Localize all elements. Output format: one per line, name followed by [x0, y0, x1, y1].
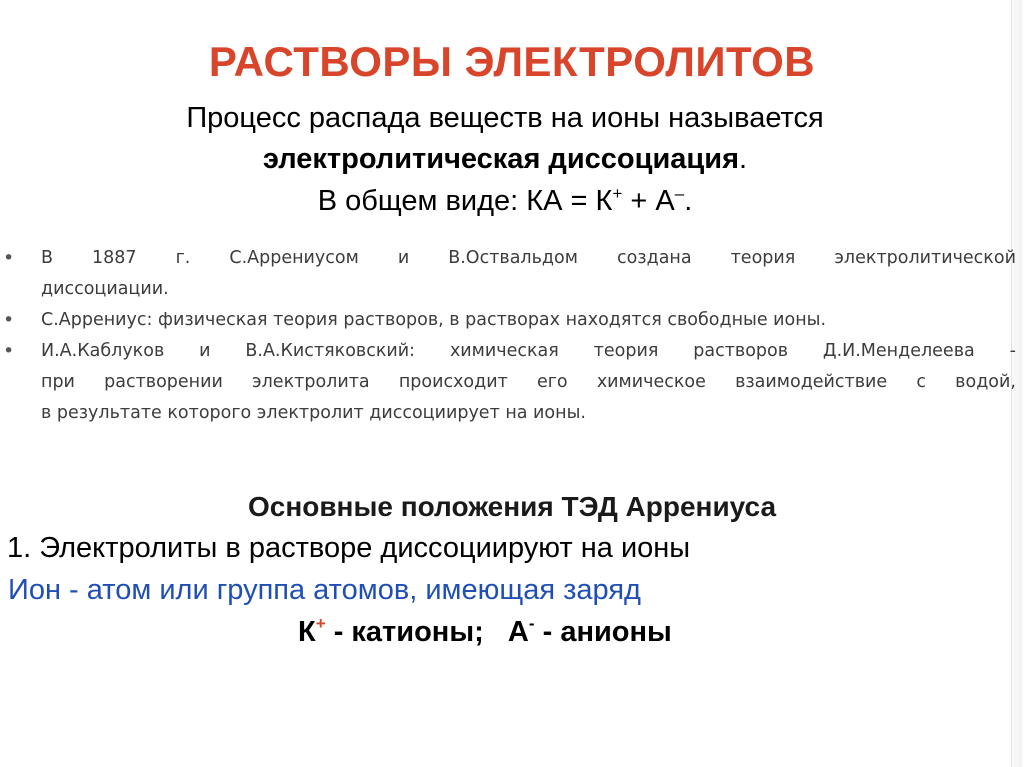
ion-types [298, 616, 672, 649]
bullet-dot-icon: • [3, 309, 15, 331]
word: 1887 [92, 248, 137, 268]
intro-line-2-period: . [739, 143, 748, 175]
formula-anion-charge: – [674, 184, 685, 203]
bullet-1-line-1 [41, 243, 1016, 274]
word: растворении [104, 372, 223, 392]
cation-charge: + [315, 614, 326, 633]
bullet-3-line-3: в результате которого электролит диссоциирует на ионы. [41, 403, 586, 423]
word: растворов [693, 341, 789, 361]
word: Д.И.Менделеева [822, 341, 975, 361]
anion-symbol: А [507, 616, 529, 648]
word: теория [730, 248, 796, 268]
bullet-item-physical-theory [0, 305, 1024, 336]
term-electrolytic-dissociation: электролитическая диссоциация [262, 143, 739, 175]
word: с [916, 372, 926, 392]
anion-label: - анионы [534, 616, 672, 648]
formula-cation-charge: + [612, 184, 623, 203]
formula-period: . [684, 185, 693, 217]
slide-title: РАСТВОРЫ ЭЛЕКТРОЛИТОВ [208, 38, 816, 85]
word: В.Оствальдом [448, 248, 578, 268]
word: создана [616, 248, 692, 268]
anion-charge: - [528, 614, 535, 633]
word: и [397, 248, 410, 268]
bullet-3-line-1 [41, 336, 1016, 367]
word: В [41, 248, 54, 268]
word: и [199, 341, 211, 361]
intro-line-1: Процесс распада веществ на ионы называется [186, 102, 824, 134]
word: В.А.Кистяковский: [245, 341, 416, 361]
word: - [1009, 341, 1016, 361]
word: химическая [449, 341, 559, 361]
word: И.А.Каблуков [41, 341, 165, 361]
formula-part-2: + А [622, 185, 675, 217]
intro-line-2 [60, 143, 950, 176]
section-heading: Основные положения ТЭД Аррениуса [247, 491, 777, 522]
word: электролитической [834, 248, 1016, 268]
general-formula [60, 185, 950, 218]
word: при [41, 372, 75, 392]
word: С.Аррениусом [229, 248, 359, 268]
ion-definition: Ион - атом или группа атомов, имеющая заряд [8, 574, 641, 606]
word: химическое [596, 372, 706, 392]
bullet-2-line-1: С.Аррениус: физическая теория растворов, в растворах находятся свободные ионы. [41, 310, 827, 330]
bullet-3-line-2 [41, 367, 1016, 398]
bullet-1-line-2: диссоциации. [41, 279, 169, 299]
cation-symbol: К [298, 616, 316, 648]
word: происходит [398, 372, 508, 392]
word: теория [593, 341, 659, 361]
formula-part-1: В общем виде: КА = К [317, 185, 613, 217]
bullet-item-arrhenius-ostwald [0, 243, 1024, 305]
cation-label: - катионы; [325, 616, 508, 648]
history-bullet-list [0, 243, 1024, 429]
word: его [536, 372, 568, 392]
tenet-1: 1. Электролиты в растворе диссоциируют на ионы [7, 532, 691, 564]
word: г. [175, 248, 191, 268]
word: электролита [252, 372, 370, 392]
bullet-dot-icon: • [3, 340, 15, 362]
word: взаимодействие [735, 372, 888, 392]
bullet-item-chemical-theory [0, 336, 1024, 429]
word: водой, [955, 372, 1016, 392]
bullet-dot-icon: • [3, 247, 15, 269]
